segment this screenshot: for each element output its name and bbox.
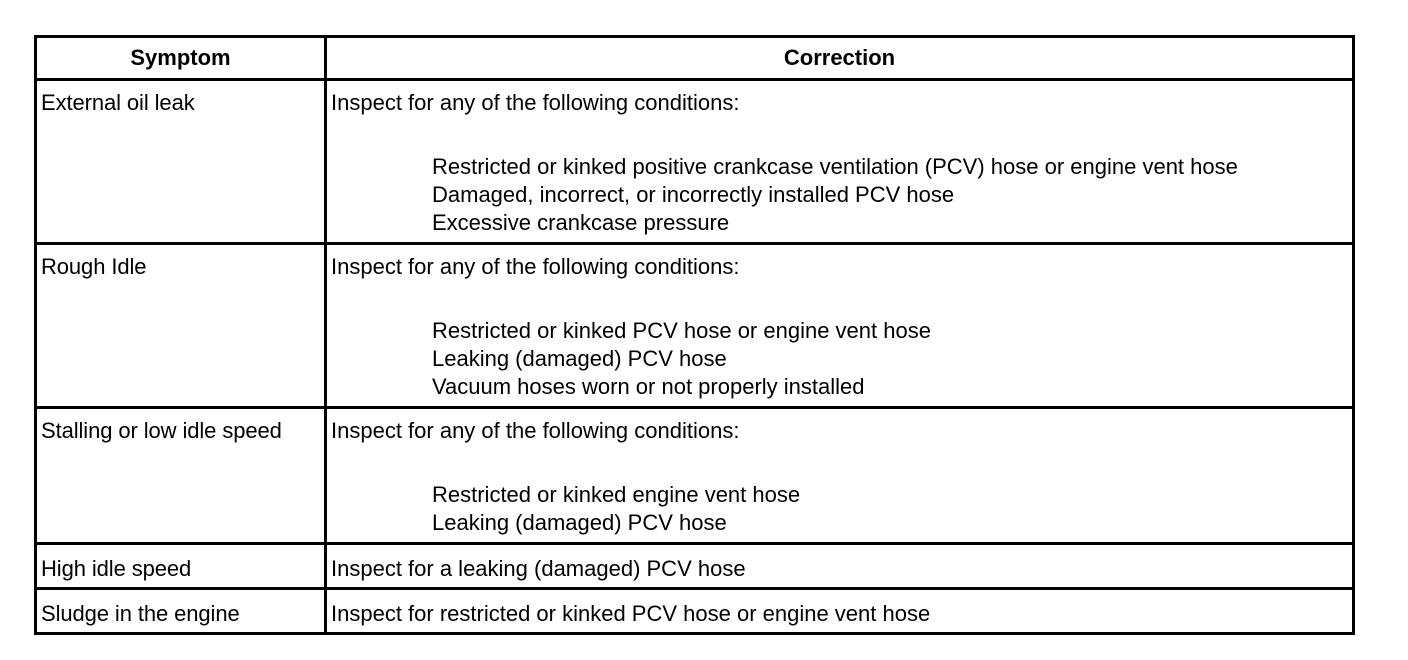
correction-text: Inspect for restricted or kinked PCV hose or engine vent hose bbox=[331, 601, 931, 626]
condition-item: Restricted or kinked PCV hose or engine vent hose bbox=[432, 318, 931, 343]
correction-header: Correction bbox=[326, 37, 1354, 80]
correction-cell bbox=[326, 408, 1354, 544]
condition-item: Damaged, incorrect, or incorrectly installed PCV hose bbox=[432, 182, 955, 207]
table-header-row bbox=[36, 37, 1354, 80]
table-row bbox=[36, 80, 1354, 244]
condition-list bbox=[331, 153, 1348, 237]
condition-item: Restricted or kinked engine vent hose bbox=[432, 482, 801, 507]
correction-text: Inspect for a leaking (damaged) PCV hose bbox=[331, 556, 746, 581]
table-row bbox=[36, 244, 1354, 408]
condition-list bbox=[331, 317, 1348, 401]
condition-list bbox=[331, 481, 1348, 537]
correction-cell bbox=[326, 244, 1354, 408]
symptom-cell: High idle speed bbox=[36, 544, 326, 589]
correction-intro: Inspect for any of the following conditions: bbox=[331, 90, 740, 115]
condition-item: Leaking (damaged) PCV hose bbox=[432, 346, 727, 371]
correction-cell bbox=[326, 80, 1354, 244]
symptom-cell: Rough Idle bbox=[36, 244, 326, 408]
correction-intro: Inspect for any of the following conditions: bbox=[331, 254, 740, 279]
correction-cell bbox=[326, 544, 1354, 589]
condition-item: Restricted or kinked positive crankcase ventilation (PCV) hose or engine vent hose bbox=[432, 154, 1238, 179]
correction-cell bbox=[326, 589, 1354, 634]
condition-item: Vacuum hoses worn or not properly installed bbox=[432, 374, 865, 399]
correction-intro: Inspect for any of the following conditions: bbox=[331, 418, 740, 443]
table-row bbox=[36, 544, 1354, 589]
condition-item: Leaking (damaged) PCV hose bbox=[432, 510, 727, 535]
table-row bbox=[36, 408, 1354, 544]
symptom-correction-table bbox=[34, 35, 1355, 635]
symptom-cell: External oil leak bbox=[36, 80, 326, 244]
symptom-header: Symptom bbox=[36, 37, 326, 80]
symptom-cell: Stalling or low idle speed bbox=[36, 408, 326, 544]
table-row bbox=[36, 589, 1354, 634]
condition-item: Excessive crankcase pressure bbox=[432, 210, 730, 235]
symptom-cell: Sludge in the engine bbox=[36, 589, 326, 634]
